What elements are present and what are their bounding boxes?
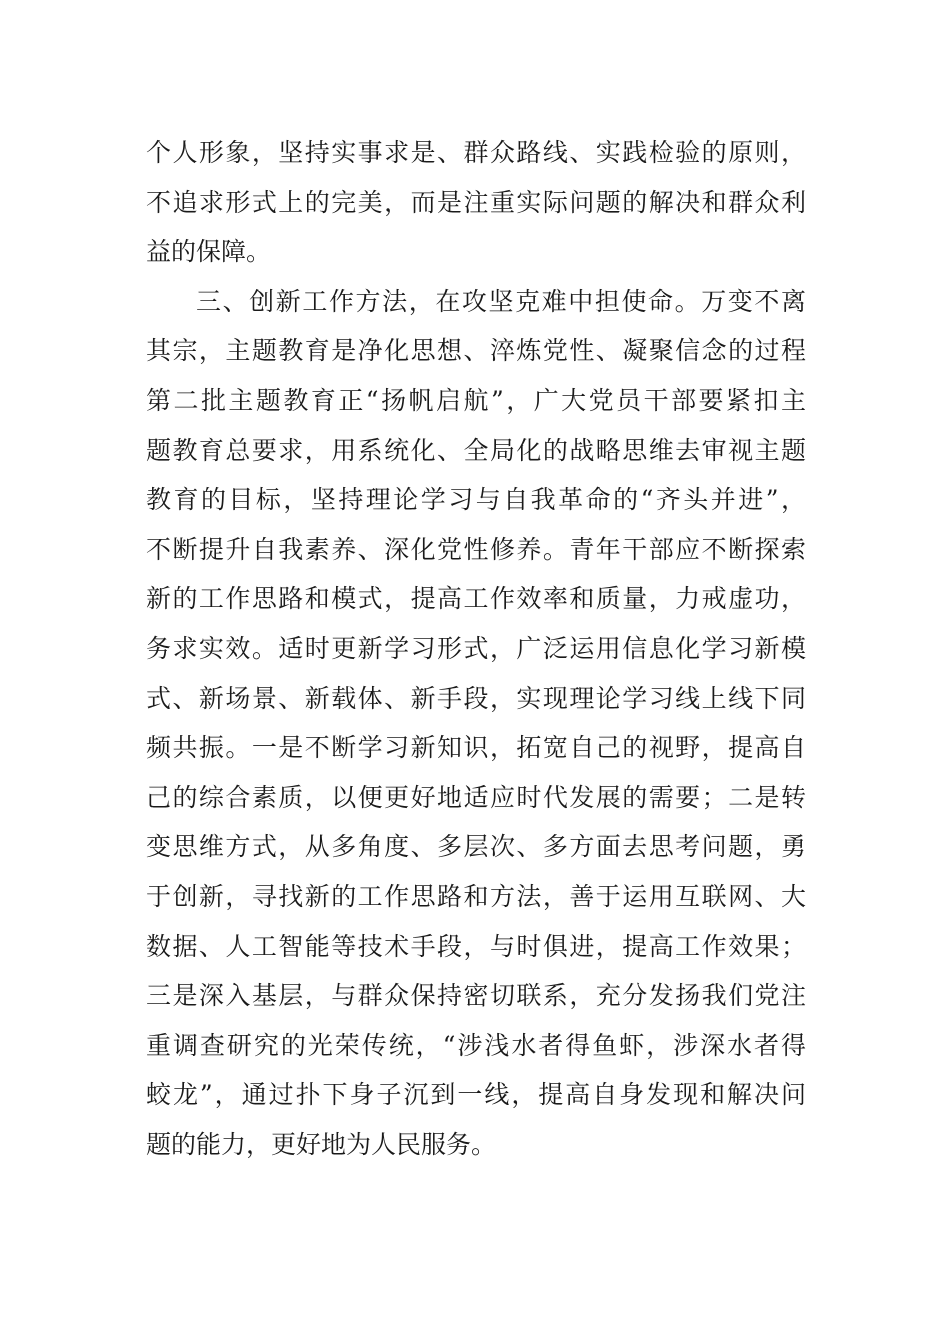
text-line: 个人形象，坚持实事求是、群众路线、实践检验的原则， bbox=[146, 138, 806, 167]
text-line: 其宗，主题教育是净化思想、淬炼党性、凝聚信念的过程 bbox=[146, 336, 806, 366]
text-line: 题的能力，更好地为人民服务。 bbox=[146, 1129, 497, 1159]
text-line: 益的保障。 bbox=[146, 237, 272, 267]
paragraph-1 bbox=[146, 128, 806, 277]
text-line: 第二批主题教育正“扬帆启航”，广大党员干部要紧扣主 bbox=[146, 385, 806, 415]
text-line: 不追求形式上的完美，而是注重实际问题的解决和群众利 bbox=[146, 187, 806, 217]
text-line: 数据、人工智能等技术手段，与时俱进，提高工作效果； bbox=[146, 931, 806, 961]
text-line: 三是深入基层，与群众保持密切联系，充分发扬我们党注 bbox=[146, 981, 806, 1011]
text-line: 教育的目标，坚持理论学习与自我革命的“齐头并进”， bbox=[146, 485, 806, 515]
text-line: 题教育总要求，用系统化、全局化的战略思维去审视主题 bbox=[146, 435, 806, 465]
text-line: 不断提升自我素养、深化党性修养。青年干部应不断探索 bbox=[146, 534, 806, 564]
paragraph-2 bbox=[146, 277, 806, 1170]
text-line: 新的工作思路和模式，提高工作效率和质量，力戒虚功， bbox=[146, 584, 806, 614]
text-line: 三、创新工作方法，在攻坚克难中担使命。万变不离 bbox=[196, 286, 806, 316]
document-body bbox=[146, 128, 806, 1169]
text-line: 式、新场景、新载体、新手段，实现理论学习线上线下同 bbox=[146, 683, 806, 713]
text-line: 于创新，寻找新的工作思路和方法，善于运用互联网、大 bbox=[146, 881, 806, 911]
text-line: 重调查研究的光荣传统，“涉浅水者得鱼虾，涉深水者得 bbox=[146, 1030, 806, 1060]
text-line: 频共振。一是不断学习新知识，拓宽自己的视野，提高自 bbox=[146, 733, 806, 763]
text-line: 己的综合素质，以便更好地适应时代发展的需要；二是转 bbox=[146, 782, 806, 812]
text-line: 蛟龙”，通过扑下身子沉到一线，提高自身发现和解决问 bbox=[146, 1080, 806, 1110]
text-line: 变思维方式，从多角度、多层次、多方面去思考问题，勇 bbox=[146, 832, 806, 862]
text-line: 务求实效。适时更新学习形式，广泛运用信息化学习新模 bbox=[146, 633, 806, 663]
